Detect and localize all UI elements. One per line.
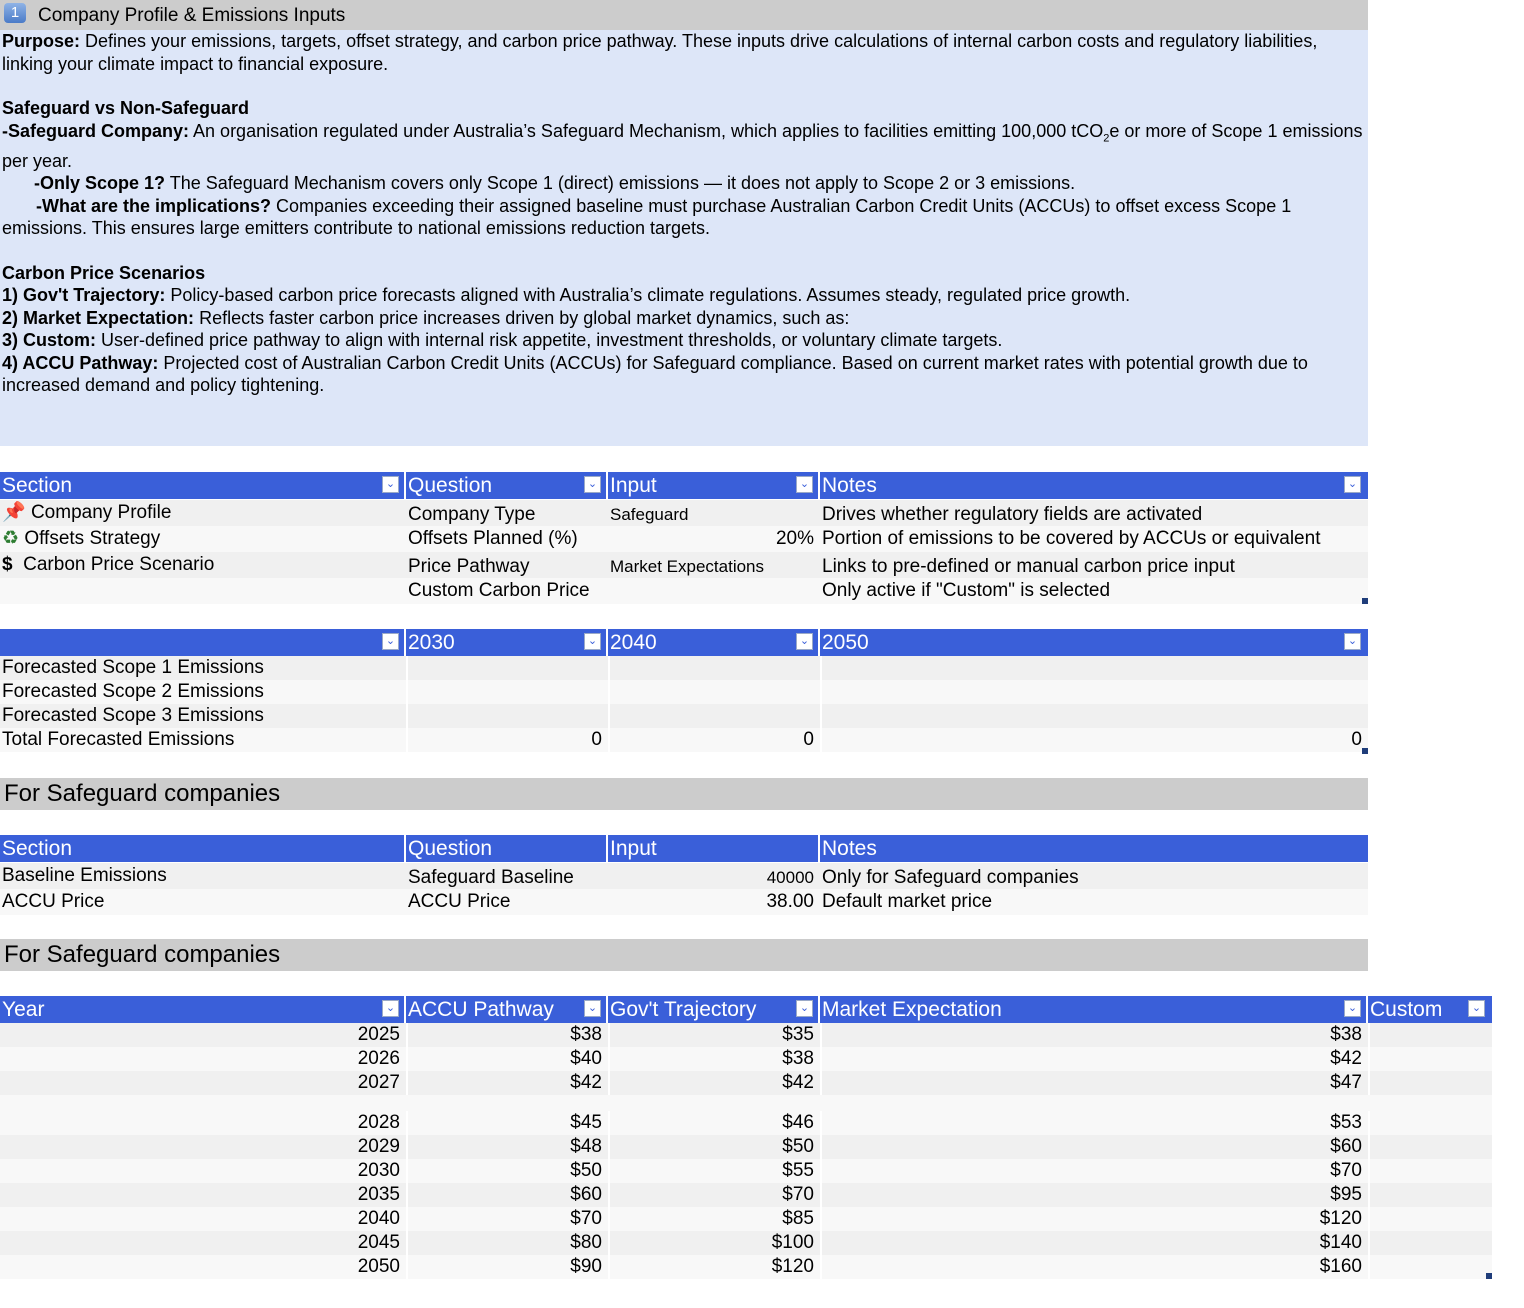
baseline-input[interactable]: 40000	[766, 868, 814, 887]
col-header-custom[interactable]: Custom ⌄	[1368, 996, 1492, 1023]
govt-trajectory-cell[interactable]: $70	[608, 1183, 820, 1207]
col-header-question[interactable]: Question ⌄	[406, 472, 608, 499]
custom-price-input[interactable]	[1368, 1071, 1492, 1095]
question-cell[interactable]: ACCU Price	[408, 891, 511, 912]
notes-cell[interactable]: Drives whether regulatory fields are activated	[822, 504, 1203, 525]
table-row	[0, 1135, 1492, 1159]
recycle-icon: ♻	[2, 528, 20, 549]
custom-price-input[interactable]	[1368, 1135, 1492, 1159]
market-expectation-cell[interactable]: $95	[820, 1183, 1368, 1207]
scenario-4-label: 4) ACCU Pathway:	[2, 352, 159, 373]
scenarios-heading: Carbon Price Scenarios	[2, 262, 206, 283]
scope1-label: -Only Scope 1?	[34, 173, 166, 194]
table-row	[0, 656, 1368, 680]
col-header-market-expectation[interactable]: Market Expectation ⌄	[820, 996, 1368, 1023]
table-resize-handle[interactable]	[1362, 748, 1368, 754]
filter-dropdown-icon[interactable]: ⌄	[796, 476, 813, 493]
col-header-label[interactable]	[0, 629, 406, 656]
section-cell[interactable]: Baseline Emissions	[2, 865, 167, 886]
notes-cell[interactable]: Portion of emissions to be covered by ACCUs or equivalent	[822, 528, 1321, 549]
accu-pathway-cell[interactable]: $42	[406, 1071, 608, 1095]
question-cell[interactable]: Price Pathway	[408, 556, 530, 577]
filter-dropdown-icon[interactable]: ⌄	[1344, 1000, 1361, 1017]
year-cell[interactable]: 2040	[357, 1208, 400, 1229]
accu-pathway-cell[interactable]: $38	[406, 1023, 608, 1047]
filter-dropdown-icon[interactable]: ⌄	[382, 633, 399, 650]
safeguard-heading: Safeguard vs Non-Safeguard	[2, 98, 250, 118]
question-cell[interactable]: Company Type	[408, 504, 536, 525]
year-cell[interactable]: 2029	[357, 1136, 400, 1157]
year-cell[interactable]: 2035	[357, 1184, 400, 1205]
col-header-section[interactable]: Section ⌄	[0, 472, 406, 499]
table-row	[0, 889, 1368, 915]
table-row	[0, 526, 1368, 552]
company-type-input[interactable]: Safeguard	[610, 505, 689, 524]
govt-trajectory-cell[interactable]: $42	[608, 1071, 820, 1095]
filter-dropdown-icon[interactable]: ⌄	[584, 633, 601, 650]
filter-dropdown-icon[interactable]: ⌄	[382, 476, 399, 493]
emissions-table-header	[0, 629, 1368, 656]
table-row	[0, 1111, 1492, 1135]
govt-trajectory-cell[interactable]: $35	[608, 1023, 820, 1047]
section-title-bar	[0, 0, 1368, 30]
purpose-text: Defines your emissions, targets, offset strategy, and carbon price pathway. These inputs drive calculations of internal carbon costs and regulatory liabilities, linking your climate impact to financial exposure.	[2, 31, 1318, 74]
custom-price-input[interactable]	[1368, 1255, 1492, 1279]
scenario-2-text: Reflects faster carbon price increases driven by global market dynamics, such as:	[194, 307, 850, 328]
question-cell[interactable]: Safeguard Baseline	[408, 867, 574, 888]
filter-dropdown-icon[interactable]: ⌄	[1344, 476, 1361, 493]
col-header-accu-pathway[interactable]: ACCU Pathway ⌄	[406, 996, 608, 1023]
table-row	[0, 552, 1368, 578]
year-cell[interactable]: 2025	[357, 1024, 400, 1045]
year-cell[interactable]: 2030	[357, 1160, 400, 1181]
col-header-section[interactable]: Section	[0, 835, 406, 862]
year-cell[interactable]: 2028	[357, 1112, 400, 1133]
scope2-2030-input[interactable]	[406, 680, 608, 704]
market-expectation-cell[interactable]: $38	[820, 1023, 1368, 1047]
accu-price-input[interactable]: 38.00	[766, 891, 814, 912]
intro-description	[0, 30, 1368, 446]
filter-dropdown-icon[interactable]: ⌄	[584, 1000, 601, 1017]
market-expectation-cell[interactable]: $160	[820, 1255, 1368, 1279]
scenario-3-text: User-defined price pathway to align with internal risk appetite, investment thresholds, or voluntary climate targets.	[96, 330, 1003, 351]
table-row	[0, 1255, 1492, 1279]
scenario-3-label: 3) Custom:	[2, 330, 96, 351]
section-cell[interactable]: ♻ Offsets Strategy	[2, 528, 161, 549]
filter-dropdown-icon[interactable]: ⌄	[1468, 1000, 1485, 1017]
table-row	[0, 1071, 1492, 1095]
scope3-2050-input[interactable]	[820, 704, 1368, 728]
notes-cell[interactable]: Default market price	[822, 891, 993, 912]
table-row	[0, 1023, 1492, 1047]
col-header-notes[interactable]: Notes ⌄	[820, 472, 1368, 499]
total-2040-cell[interactable]: 0	[608, 728, 820, 752]
section-cell[interactable]: 📌 Company Profile	[2, 502, 172, 523]
col-header-input[interactable]: Input ⌄	[608, 472, 820, 499]
safeguard-section-band: For Safeguard companies	[0, 939, 1368, 971]
scope1-2050-input[interactable]	[820, 656, 1368, 680]
custom-price-input[interactable]	[1368, 1183, 1492, 1207]
custom-price-input[interactable]	[608, 578, 820, 604]
custom-price-input[interactable]	[1368, 1159, 1492, 1183]
custom-price-input[interactable]	[1368, 1047, 1492, 1071]
market-expectation-cell[interactable]: $42	[820, 1047, 1368, 1071]
emissions-label-cell[interactable]: Forecasted Scope 1 Emissions	[2, 657, 264, 678]
market-expectation-cell[interactable]: $120	[820, 1207, 1368, 1231]
table-row	[0, 578, 1368, 604]
section-cell[interactable]	[0, 578, 406, 604]
accu-pathway-cell[interactable]: $48	[406, 1135, 608, 1159]
col-header-2030[interactable]: 2030 ⌄	[406, 629, 608, 656]
table-row	[0, 500, 1368, 526]
scope1-2030-input[interactable]	[406, 656, 608, 680]
table-row	[0, 728, 1368, 752]
table-row	[0, 1207, 1492, 1231]
govt-trajectory-cell[interactable]: $46	[608, 1111, 820, 1135]
accu-pathway-cell[interactable]: $60	[406, 1183, 608, 1207]
govt-trajectory-cell[interactable]: $100	[608, 1231, 820, 1255]
accu-pathway-cell[interactable]: $40	[406, 1047, 608, 1071]
notes-cell[interactable]: Only for Safeguard companies	[822, 867, 1079, 888]
market-expectation-cell[interactable]: $70	[820, 1159, 1368, 1183]
scope1-text: The Safeguard Mechanism covers only Scope 1 (direct) emissions — it does not apply to Scope 2 or 3 emissions.	[165, 173, 1076, 194]
scope3-2030-input[interactable]	[406, 704, 608, 728]
col-header-govt-trajectory[interactable]: Gov't Trajectory ⌄	[608, 996, 820, 1023]
question-cell[interactable]: Offsets Planned (%)	[408, 528, 578, 549]
filter-dropdown-icon[interactable]: ⌄	[584, 476, 601, 493]
table-row	[0, 1159, 1492, 1183]
table-resize-handle[interactable]	[1362, 598, 1368, 604]
table-row	[0, 1047, 1492, 1071]
table-resize-handle[interactable]	[1486, 1273, 1492, 1279]
co2-subscript: 2	[1103, 132, 1110, 145]
total-2030-cell[interactable]: 0	[406, 728, 608, 752]
safeguard-label: -Safeguard Company:	[2, 120, 190, 141]
table-row	[0, 1231, 1492, 1255]
implications-label: -What are the implications?	[36, 195, 272, 216]
notes-cell[interactable]: Links to pre-defined or manual carbon price input	[822, 556, 1235, 577]
safeguard-text-2: e or more of Scope 1 emissions per year.	[2, 120, 1363, 171]
govt-trajectory-cell[interactable]: $55	[608, 1159, 820, 1183]
col-header-question[interactable]: Question	[406, 835, 608, 862]
scenario-1-label: 1) Gov't Trajectory:	[2, 285, 166, 306]
accu-pathway-cell[interactable]: $50	[406, 1159, 608, 1183]
filter-dropdown-icon[interactable]: ⌄	[1344, 633, 1361, 650]
accu-pathway-cell[interactable]: $80	[406, 1231, 608, 1255]
offsets-input[interactable]: 20%	[775, 528, 814, 549]
col-header-2050[interactable]: 2050 ⌄	[820, 629, 1368, 656]
govt-trajectory-cell[interactable]: $38	[608, 1047, 820, 1071]
section-cell[interactable]: $ Carbon Price Scenario	[2, 554, 215, 575]
table-row	[0, 704, 1368, 728]
accu-pathway-cell[interactable]: $45	[406, 1111, 608, 1135]
question-cell[interactable]: Custom Carbon Price	[408, 580, 590, 601]
profile-table-header	[0, 472, 1368, 499]
scenario-1-text: Policy-based carbon price forecasts aligned with Australia’s climate regulations. Assumes steady, regulated price growth.	[165, 285, 1131, 306]
scope3-2040-input[interactable]	[608, 704, 820, 728]
emissions-label-cell[interactable]: Total Forecasted Emissions	[2, 729, 235, 750]
section-cell[interactable]: ACCU Price	[2, 891, 105, 912]
safeguard-section-band: For Safeguard companies	[0, 778, 1368, 810]
filter-dropdown-icon[interactable]: ⌄	[382, 1000, 399, 1017]
col-header-notes[interactable]: Notes	[822, 837, 877, 860]
year-cell[interactable]: 2027	[357, 1072, 400, 1093]
market-expectation-cell[interactable]: $140	[820, 1231, 1368, 1255]
implications-text: Companies exceeding their assigned baseline must purchase Australian Carbon Credit Units (ACCUs) to offset excess Scope 1 emissions. This ensures large emitters contribute to national emissions reduction targets.	[2, 195, 1292, 239]
scope2-2050-input[interactable]	[820, 680, 1368, 704]
price-pathway-input[interactable]: Market Expectations	[610, 557, 765, 576]
table-row	[0, 1183, 1492, 1207]
year-cell[interactable]: 2050	[357, 1256, 400, 1277]
col-header-input[interactable]: Input	[608, 835, 820, 862]
emissions-label-cell[interactable]: Forecasted Scope 3 Emissions	[2, 705, 264, 726]
number-badge-icon: 1	[4, 3, 26, 23]
year-cell[interactable]: 2045	[357, 1232, 400, 1253]
table-row	[0, 863, 1368, 889]
dollar-icon: $	[2, 554, 13, 575]
pushpin-icon: 📌	[2, 502, 26, 523]
custom-price-input[interactable]	[1368, 1023, 1492, 1047]
govt-trajectory-cell[interactable]: $85	[608, 1207, 820, 1231]
accu-pathway-cell[interactable]: $70	[406, 1207, 608, 1231]
col-header-year[interactable]: Year ⌄	[0, 996, 406, 1023]
table-row-spacer	[0, 1095, 1492, 1111]
notes-cell[interactable]: Only active if "Custom" is selected	[822, 580, 1111, 601]
scope2-2040-input[interactable]	[608, 680, 820, 704]
safeguard-table-header	[0, 835, 1368, 862]
year-cell[interactable]: 2026	[357, 1048, 400, 1069]
total-2050-cell[interactable]: 0	[820, 728, 1368, 752]
custom-price-input[interactable]	[1368, 1231, 1492, 1255]
custom-price-input[interactable]	[1368, 1111, 1492, 1135]
filter-dropdown-icon[interactable]: ⌄	[796, 633, 813, 650]
safeguard-text: An organisation regulated under Australia’s Safeguard Mechanism, which applies to facilities emitting 100,000 tCO	[189, 120, 1104, 141]
section-title: Company Profile & Emissions Inputs	[38, 5, 346, 26]
scenario-4-text: Projected cost of Australian Carbon Credit Units (ACCUs) for Safeguard compliance. Based on current market rates with potential growth due to increased demand and policy tightening.	[2, 352, 1308, 396]
govt-trajectory-cell[interactable]: $50	[608, 1135, 820, 1159]
govt-trajectory-cell[interactable]: $120	[608, 1255, 820, 1279]
custom-price-input[interactable]	[1368, 1207, 1492, 1231]
col-header-2040[interactable]: 2040 ⌄	[608, 629, 820, 656]
scenario-2-label: 2) Market Expectation:	[2, 307, 195, 328]
market-expectation-cell[interactable]: $53	[820, 1111, 1368, 1135]
emissions-label-cell[interactable]: Forecasted Scope 2 Emissions	[2, 681, 264, 702]
market-expectation-cell[interactable]: $47	[820, 1071, 1368, 1095]
price-table-header	[0, 996, 1492, 1023]
table-row	[0, 680, 1368, 704]
scope1-2040-input[interactable]	[608, 656, 820, 680]
market-expectation-cell[interactable]: $60	[820, 1135, 1368, 1159]
accu-pathway-cell[interactable]: $90	[406, 1255, 608, 1279]
filter-dropdown-icon[interactable]: ⌄	[796, 1000, 813, 1017]
purpose-label: Purpose:	[2, 31, 81, 51]
